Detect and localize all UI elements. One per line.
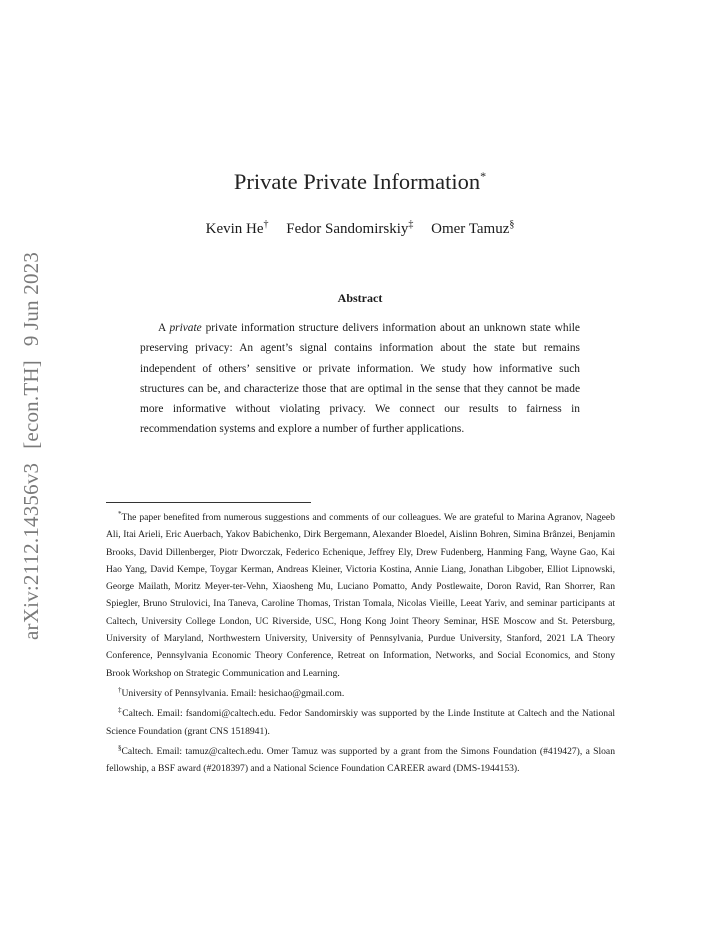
- author-name: Omer Tamuz: [431, 221, 510, 237]
- author-list: [0, 215, 720, 239]
- arxiv-id: arXiv:2112.14356v3: [19, 462, 43, 640]
- footnote-mark: ‡: [118, 706, 123, 715]
- arxiv-sidebar-stamp: [18, 220, 44, 640]
- author-name: Fedor Sandomirskiy: [286, 221, 409, 237]
- footnote-text: The paper benefited from numerous suggestions and comments of our colleagues. We are grateful to Marina Agranov, Nageeb Ali, Itai Arieli, Eric Auerbach, Yakov Babichenko, Dirk Bergemann, Alexander Bloedel, Aislinn Bohren, Simina Brânzei, Benjamin Brooks, David Dillenberger, Piotr Dworczak, Federico Echenique, Jeffrey Ely, Drew Fudenberg, Hanming Fang, Wayne Gao, Kai Hao Yang, David Kempe, Toygar Kerman, Andreas Kleiner, Victoria Kostina, Annie Liang, Jonathan Libgober, Elliot Lipnowski, George Mailath, Moritz Meyer-ter-Vehn, Xiaosheng Mu, Luciano Pomatto, Andy Postlewaite, Doron Ravid, Ran Shorrer, Ran Spiegler, Bruno Strulovici, Ina Taneva, Caroline Thomas, Tristan Tomala, Nicolas Vieille, Leeat Yariv, and seminar participants at Caltech, University College London, UC Riverside, USC, Hong Kong Joint Theory Seminar, HSE Moscow and St. Petersburg, University of Maryland, Northwestern University, University of Pennsylvania, Purdue University, Stanford, 2021 LA Theory Conference, Pennsylvania Economic Theory Conference, Retreat on Information, Networks, and Social Economics, and Stony Brook Workshop on Strategic Communication and Learning.: [106, 512, 615, 679]
- abstract-emphasis: private: [169, 322, 202, 334]
- author-footnote-mark: §: [509, 219, 515, 230]
- footnote-mark: *: [118, 510, 122, 518]
- title-footnote-mark: *: [480, 169, 487, 183]
- abstract-lead: A: [158, 322, 170, 334]
- paper-title-text: Private Private Information: [233, 169, 481, 194]
- paper-title: [0, 161, 720, 197]
- arxiv-category: [econ.TH]: [19, 360, 43, 449]
- footnote-affiliation-tamuz: [106, 740, 615, 778]
- author-name: Kevin He: [205, 221, 264, 237]
- footnote-acknowledgements: [106, 506, 615, 682]
- abstract-body: private information structure delivers information about an unknown state while preserving privacy: An agent’s signal contains information about the state but remains independent of others’ sensitive or private information. We study how informative such structures can be, and characterize those that are optimal in the sense that they cannot be made more informative without violating privacy. We connect our results to fairness in recommendation systems and explore a number of further applications.: [140, 322, 580, 436]
- footnote-affiliation-sandomirskiy: [106, 702, 615, 740]
- footnote-mark: §: [118, 743, 122, 752]
- footnote-text: University of Pennsylvania. Email: hesichao@gmail.com.: [121, 687, 345, 699]
- author: [431, 221, 514, 237]
- author: [286, 221, 413, 237]
- author-footnote-mark: ‡: [408, 219, 414, 230]
- footnotes: [106, 506, 615, 777]
- footnote-mark: †: [118, 685, 122, 694]
- author: [206, 221, 269, 237]
- footnote-text: Caltech. Email: fsandomi@caltech.edu. Fedor Sandomirskiy was supported by the Linde Institute at Caltech and the National Science Foundation (grant CNS 1518941).: [106, 708, 615, 737]
- abstract-text: [140, 318, 580, 440]
- arxiv-date: 9 Jun 2023: [19, 251, 43, 347]
- footnote-rule: [106, 502, 311, 503]
- footnote-text: Caltech. Email: tamuz@caltech.edu. Omer Tamuz was supported by a grant from the Simons Foundation (#419427), a Sloan fellowship, a BSF award (#2018397) and a National Science Foundation CAREER award (DMS-1944153).: [106, 745, 615, 775]
- footnote-affiliation-he: [106, 682, 615, 702]
- author-footnote-mark: †: [263, 219, 269, 230]
- abstract-heading: Abstract: [337, 291, 383, 305]
